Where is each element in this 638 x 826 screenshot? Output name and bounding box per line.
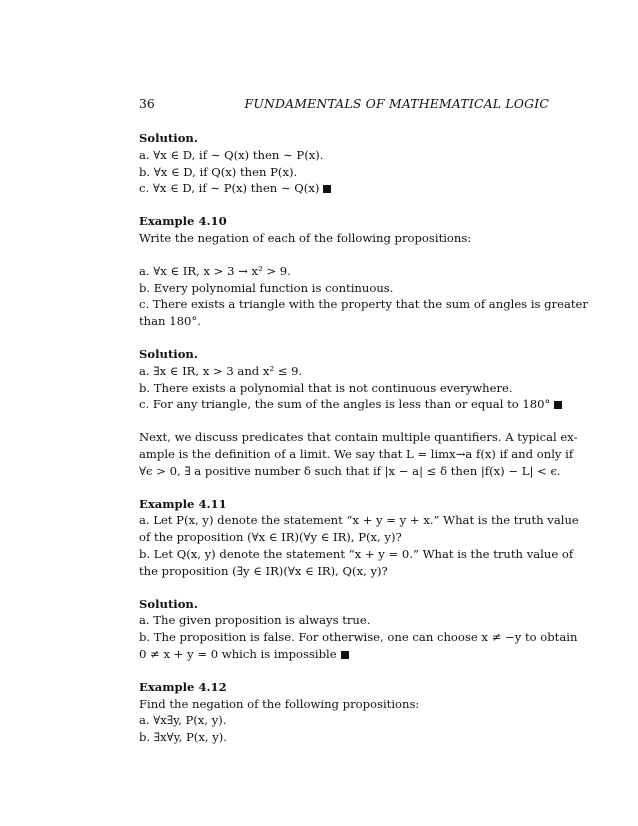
text-line: a. ∃x ∈ IR, x > 3 and x² ≤ 9. [139, 363, 303, 378]
text-line-content: c. For any triangle, the sum of the angles is less than or equal to 180° [139, 397, 551, 412]
solution-3 [139, 596, 578, 663]
text-line: ∀ϵ > 0, ∃ a positive number δ such that if |x − a| ≤ δ then |f(x) − L| < ϵ. [139, 463, 561, 478]
text-line: the proposition (∃y ∈ IR)(∀x ∈ IR), Q(x, y)? [139, 563, 388, 578]
section-heading: Example 4.12 [139, 679, 227, 694]
text-line-with-qed [139, 180, 549, 197]
section-heading: Example 4.10 [139, 214, 227, 229]
section-heading: Solution. [139, 596, 198, 611]
text-line-with-qed [139, 646, 549, 663]
example-4-10 [139, 213, 549, 247]
section-heading: Example 4.11 [139, 496, 227, 511]
page-body [139, 96, 588, 746]
example-4-11 [139, 496, 579, 580]
text-line: b. ∀x ∈ D, if Q(x) then P(x). [139, 164, 298, 179]
text-line: a. ∀x ∈ IR, x > 3 → x² > 9. [139, 263, 291, 278]
text-line: a. ∀x∃y, P(x, y). [139, 713, 227, 728]
text-line: Write the negation of each of the following propositions: [139, 230, 472, 245]
text-line: b. There exists a polynomial that is not continuous everywhere. [139, 380, 513, 395]
solution-1 [139, 130, 549, 197]
example-4-10-items [139, 263, 588, 330]
section-heading: Solution. [139, 131, 198, 145]
text-line: of the proposition (∀x ∈ IR)(∀y ∈ IR), P(x, y)? [139, 530, 402, 545]
running-title: FUNDAMENTALS OF MATHEMATICAL LOGIC [244, 96, 549, 111]
text-line: Next, we discuss predicates that contain multiple quantifiers. A typical ex- [139, 430, 578, 445]
text-line: b. Every polynomial function is continuous. [139, 280, 394, 295]
paragraph-multiple-quantifiers [139, 429, 578, 479]
section-heading: Solution. [139, 346, 198, 361]
text-line-with-qed [139, 396, 549, 413]
example-4-12 [139, 679, 549, 746]
text-line: a. The given proposition is always true. [139, 613, 371, 628]
text-line: Find the negation of the following propositions: [139, 696, 420, 711]
text-line: a. ∀x ∈ D, if ∼ Q(x) then ∼ P(x). [139, 147, 324, 162]
text-line: ample is the definition of a limit. We say that L = limx→a f(x) if and only if [139, 446, 574, 461]
text-line-content: 0 ≠ x + y = 0 which is impossible [139, 646, 337, 661]
text-line: b. ∃x∀y, P(x, y). [139, 730, 227, 745]
text-line: b. Let Q(x, y) denote the statement “x + y = 0.” What is the truth value of [139, 546, 574, 561]
text-line: than 180°. [139, 314, 201, 329]
qed-symbol-icon [554, 401, 562, 409]
qed-symbol-icon [323, 185, 331, 193]
text-line: a. Let P(x, y) denote the statement “x + y = y + x.” What is the truth value [139, 513, 579, 528]
page-number: 36 [139, 96, 155, 111]
qed-symbol-icon [341, 651, 349, 659]
text-line: c. There exists a triangle with the property that the sum of angles is greater [139, 297, 588, 312]
running-header [139, 96, 549, 114]
text-line: b. The proposition is false. For otherwise, one can choose x ≠ −y to obtain [139, 630, 578, 645]
text-line-content: c. ∀x ∈ D, if ∼ P(x) then ∼ Q(x) [139, 181, 320, 196]
solution-2 [139, 346, 549, 413]
